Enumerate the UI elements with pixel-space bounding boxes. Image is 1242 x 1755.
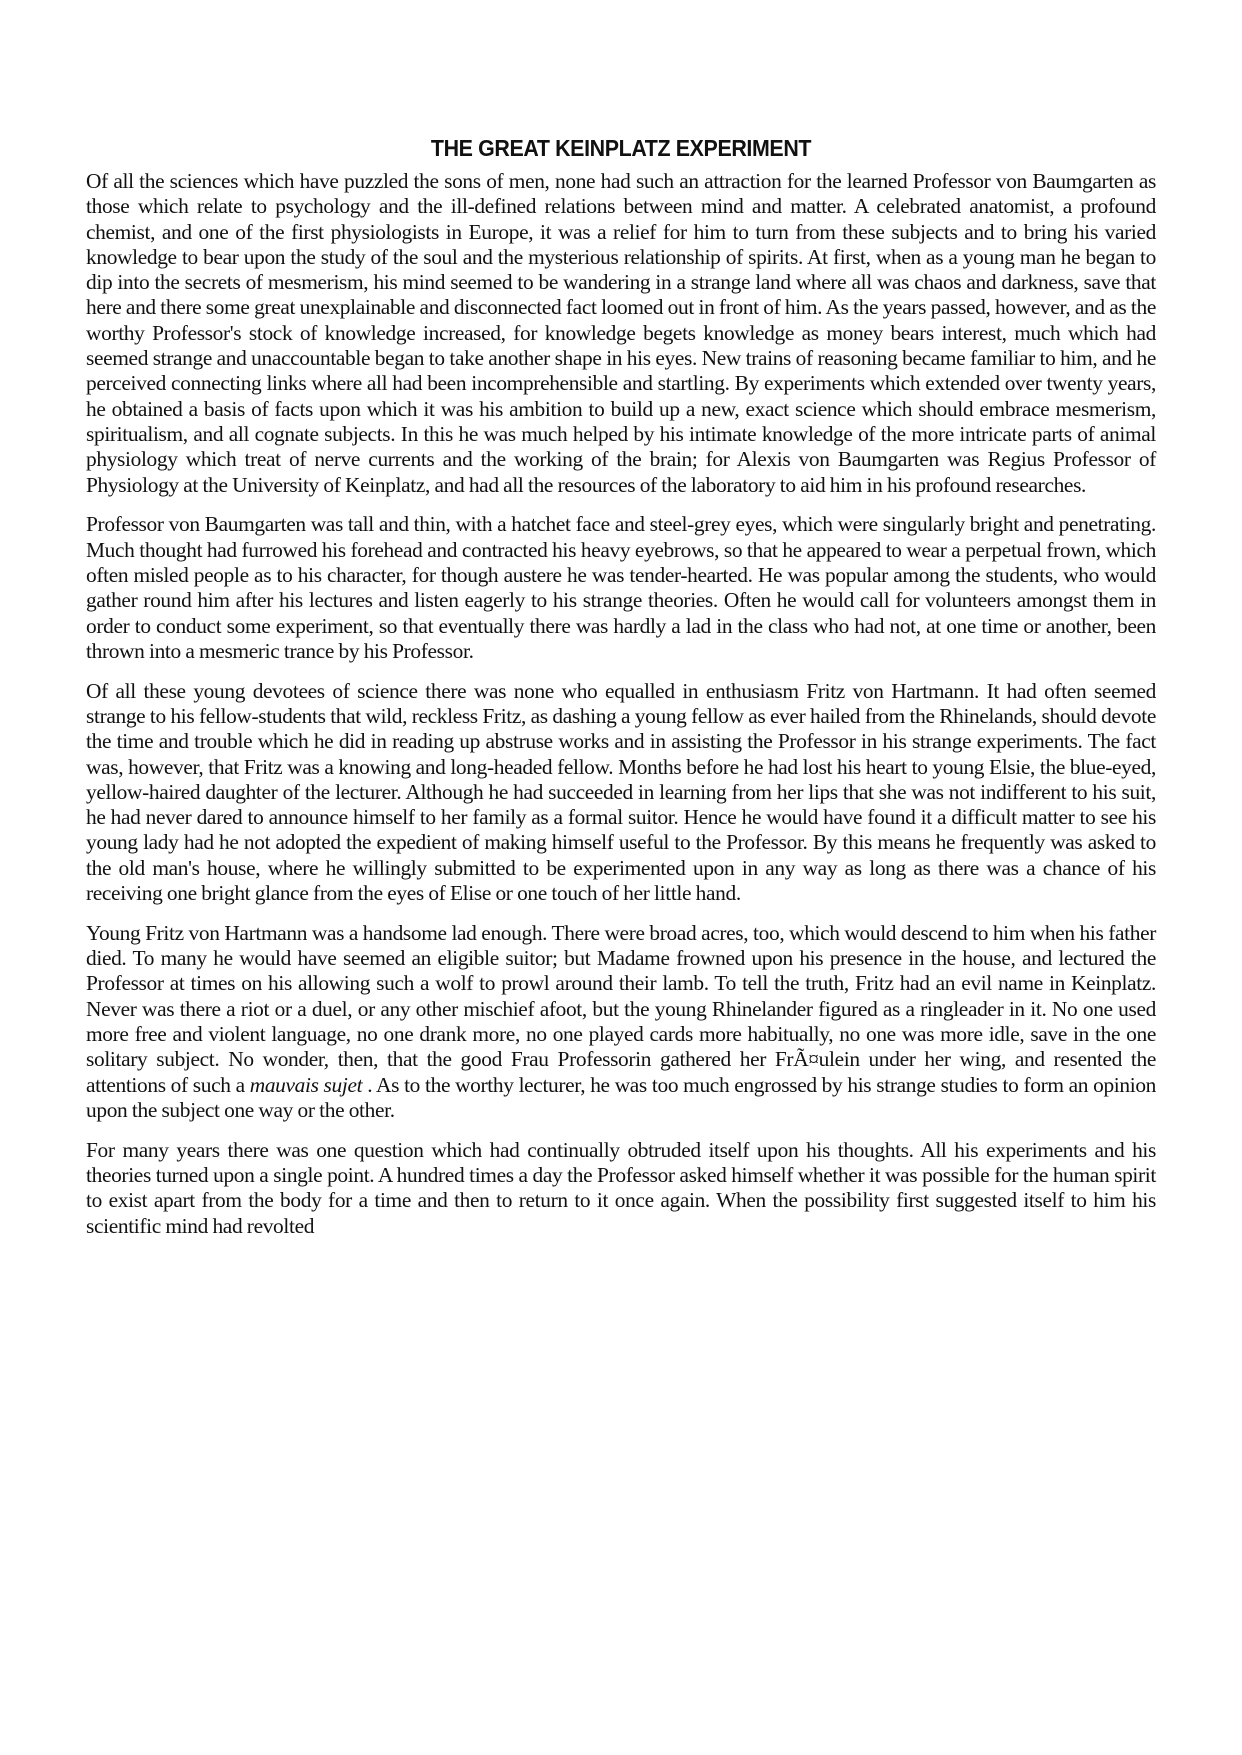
- paragraph-5: For many years there was one question which had continually obtruded itself upon his thoughts. All his experiments and his theories turned upon a single point. A hundred times a day the Professor asked himself whether it was possible for the human spirit to exist apart from the body for a time and then to return to it once again. When the possibility first suggested itself to him his scientific mind had revolted: [86, 1137, 1156, 1238]
- paragraph-4-italic-phrase: mauvais sujet: [249, 1072, 363, 1097]
- paragraph-4-text-after: . As to the worthy lecturer, he was too much engrossed by his strange studies to form an opinion upon the subject one way or the other.: [86, 1072, 1157, 1122]
- paragraph-1: Of all the sciences which have puzzled the sons of men, none had such an attraction for the learned Professor von Baumgarten as those which relate to psychology and the ill-defined relations between mind and matter. A celebrated anatomist, a profound chemist, and one of the first physiologists in Europe, it was a relief for him to turn from these subjects and to bring his varied knowledge to bear upon the study of the soul and the mysterious relationship of spirits. At first, when as a young man he began to dip into the secrets of mesmerism, his mind seemed to be wandering in a strange land where all was chaos and darkness, save that here and there some great unexplainable and disconnected fact loomed out in front of him. As the years passed, however, and as the worthy Professor's stock of knowledge increased, for knowledge begets knowledge as money bears interest, much which had seemed strange and unaccountable began to take another shape in his eyes. New trains of reasoning became familiar to him, and he perceived connecting links where all had been incomprehensible and startling. By experiments which extended over twenty years, he obtained a basis of facts upon which it was his ambition to build up a new, exact science which should embrace mesmerism, spiritualism, and all cognate subjects. In this he was much helped by his intimate knowledge of the more intricate parts of animal physiology which treat of nerve currents and the working of the brain; for Alexis von Baumgarten was Regius Professor of Physiology at the University of Keinplatz, and had all the resources of the laboratory to aid him in his profound researches.: [86, 169, 1156, 497]
- paragraph-4: [86, 921, 1156, 1123]
- paragraph-2: Professor von Baumgarten was tall and thin, with a hatchet face and steel-grey eyes, which were singularly bright and penetrating. Much thought had furrowed his forehead and contracted his heavy eyebrows, so that he appeared to wear a perpetual frown, which often misled people as to his character, for though austere he was tender-hearted. He was popular among the students, who would gather round him after his lectures and listen eagerly to his strange theories. Often he would call for volunteers amongst them in order to conduct some experiment, so that eventually there was hardly a lad in the class who had not, at one time or another, been thrown into a mesmeric trance by his Professor.: [86, 512, 1156, 663]
- document-title: THE GREAT KEINPLATZ EXPERIMENT: [430, 135, 812, 161]
- paragraph-3: Of all these young devotees of science there was none who equalled in enthusiasm Fritz von Hartmann. It had often seemed strange to his fellow-students that wild, reckless Fritz, as dashing a young fellow as ever hailed from the Rhinelands, should devote the time and trouble which he did in reading up abstruse works and in assisting the Professor in his strange experiments. The fact was, however, that Fritz was a knowing and long-headed fellow. Months before he had lost his heart to young Elsie, the blue-eyed, yellow-haired daughter of the lecturer. Although he had succeeded in learning from her lips that she was not indifferent to his suit, he had never dared to announce himself to her family as a formal suitor. Hence he would have found it a difficult matter to see his young lady had he not adopted the expedient of making himself useful to the Professor. By this means he frequently was asked to the old man's house, where he willingly submitted to be experimented upon in any way as long as there was a chance of his receiving one bright glance from the eyes of Elise or one touch of her little hand.: [86, 678, 1156, 906]
- paragraph-4-text-before: Young Fritz von Hartmann was a handsome lad enough. There were broad acres, too, which would descend to him when his father died. To many he would have seemed an eligible suitor; but Madame frowned upon his presence in the house, and lectured the Professor at times on his allowing such a wolf to prowl around their lamb. To tell the truth, Fritz had an evil name in Keinplatz. Never was there a riot or a duel, or any other mischief afoot, but the young Rhinelander figured as a ringleader in it. No one used more free and violent language, no one drank more, no one played cards more habitually, no one was more idle, save in the one solitary subject. No wonder, then, that the good Frau Professorin gathered her FrÃ¤ulein under her wing, and resented the attentions of such a: [86, 920, 1156, 1097]
- document-page: [86, 134, 1156, 1253]
